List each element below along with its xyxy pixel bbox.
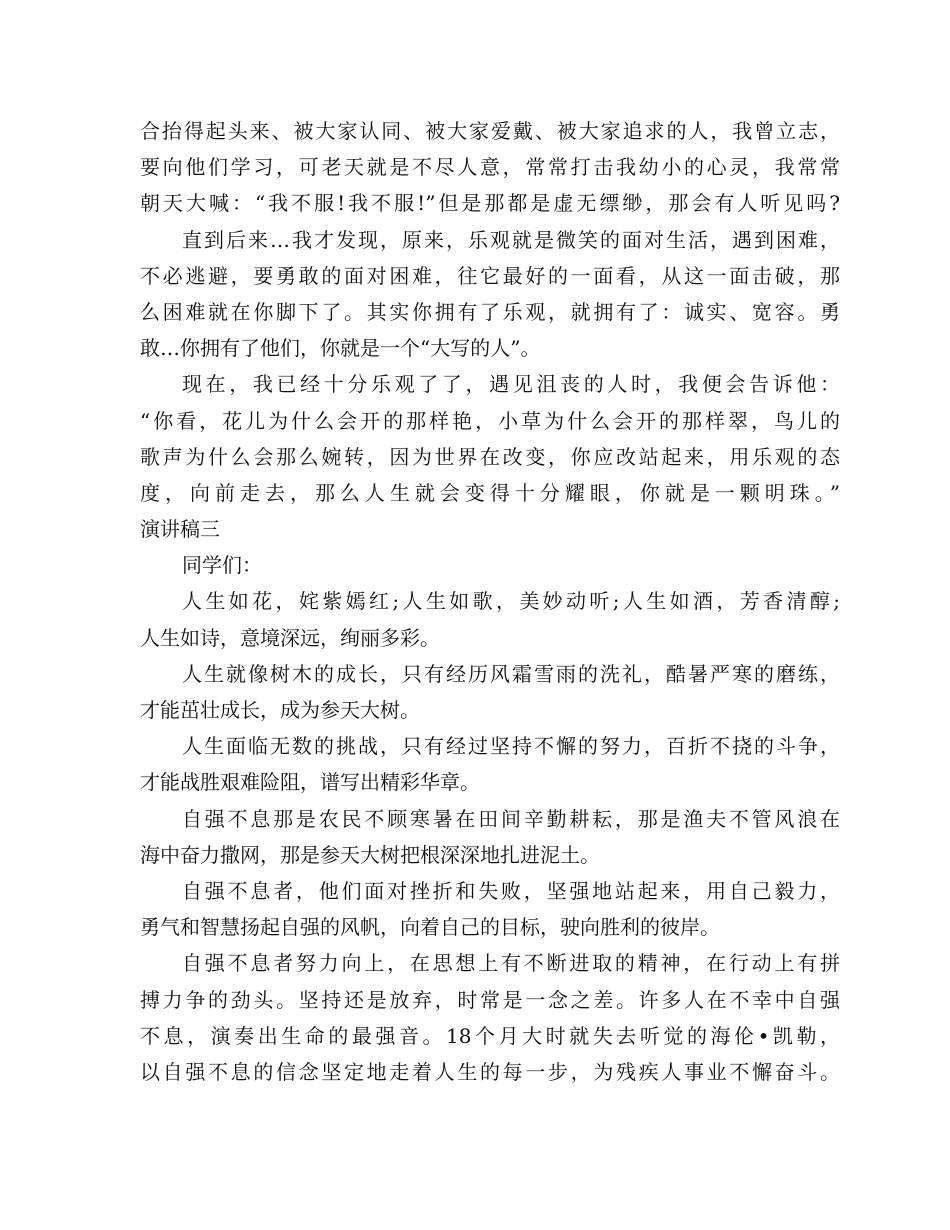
- text-line: 要向他们学习，可老天就是不尽人意，常常打击我幼小的心灵，我常常: [140, 155, 840, 180]
- text-line: 自强不息那是农民不顾寒暑在田间辛勤耕耘，那是渔夫不管风浪在: [182, 806, 840, 831]
- text-line: 人生如花，姹紫嫣红;人生如歌，美妙动听;人生如酒，芳香清醇;: [182, 589, 840, 614]
- document-body: [140, 113, 840, 1090]
- text-line: 不息，演奏出生命的最强音。18个月大时就失去听觉的海伦•凯勒，: [140, 1023, 840, 1048]
- text-line: 海中奋力撒网，那是参天大树把根深深地扎进泥土。: [140, 842, 600, 867]
- text-line: 直到后来…我才发现，原来，乐观就是微笑的面对生活，遇到困难，: [182, 227, 840, 252]
- text-line: 歌声为什么会那么婉转，因为世界在改变，你应改站起来，用乐观的态: [140, 444, 840, 469]
- text-line: 搏力争的劲头。坚持还是放弃，时常是一念之差。许多人在不幸中自强: [140, 987, 840, 1012]
- text-line: 才能战胜艰难险阻，谱写出精彩华章。: [140, 770, 480, 795]
- text-line: 度，向前走去，那么人生就会变得十分耀眼，你就是一颗明珠。”: [140, 480, 840, 505]
- text-line: 勇气和智慧扬起自强的风帆，向着自己的目标，驶向胜利的彼岸。: [140, 915, 720, 940]
- text-line: 自强不息者努力向上，在思想上有不断进取的精神，在行动上有拼: [182, 951, 840, 976]
- text-line: 敢…你拥有了他们，你就是一个“大写的人”。: [140, 336, 541, 361]
- text-line: 不必逃避，要勇敢的面对困难，往它最好的一面看，从这一面击破，那: [140, 263, 840, 288]
- text-line: 合抬得起头来、被大家认同、被大家爱戴、被大家追求的人，我曾立志，: [140, 119, 840, 143]
- text-line: 人生就像树木的成长，只有经历风霜雪雨的洗礼，酷暑严寒的磨练，: [182, 661, 840, 686]
- text-line: 么困难就在你脚下了。其实你拥有了乐观，就拥有了：诚实、宽容。勇: [140, 299, 840, 324]
- text-line: 人生面临无数的挑战，只有经过坚持不懈的努力，百折不挠的斗争，: [182, 734, 840, 759]
- text-line: 现在，我已经十分乐观了了，遇见沮丧的人时，我便会告诉他：: [182, 372, 840, 397]
- text-line: 朝天大喊：“我不服!我不服!”但是那都是虚无缥缈，那会有人听见吗?: [140, 191, 840, 216]
- text-line: 以自强不息的信念坚定地走着人生的每一步，为残疾人事业不懈奋斗。: [140, 1059, 840, 1084]
- text-line: “你看，花儿为什么会开的那样艳，小草为什么会开的那样翠，鸟儿的: [140, 408, 840, 433]
- text-line: 同学们：: [182, 553, 262, 578]
- text-line: 演讲稿三: [140, 517, 220, 542]
- text-line: 才能茁壮成长，成为参天大树。: [140, 698, 420, 722]
- text-line: 自强不息者，他们面对挫折和失败，坚强地站起来，用自己毅力，: [182, 878, 840, 903]
- text-line: 人生如诗，意境深远，绚丽多彩。: [140, 625, 440, 650]
